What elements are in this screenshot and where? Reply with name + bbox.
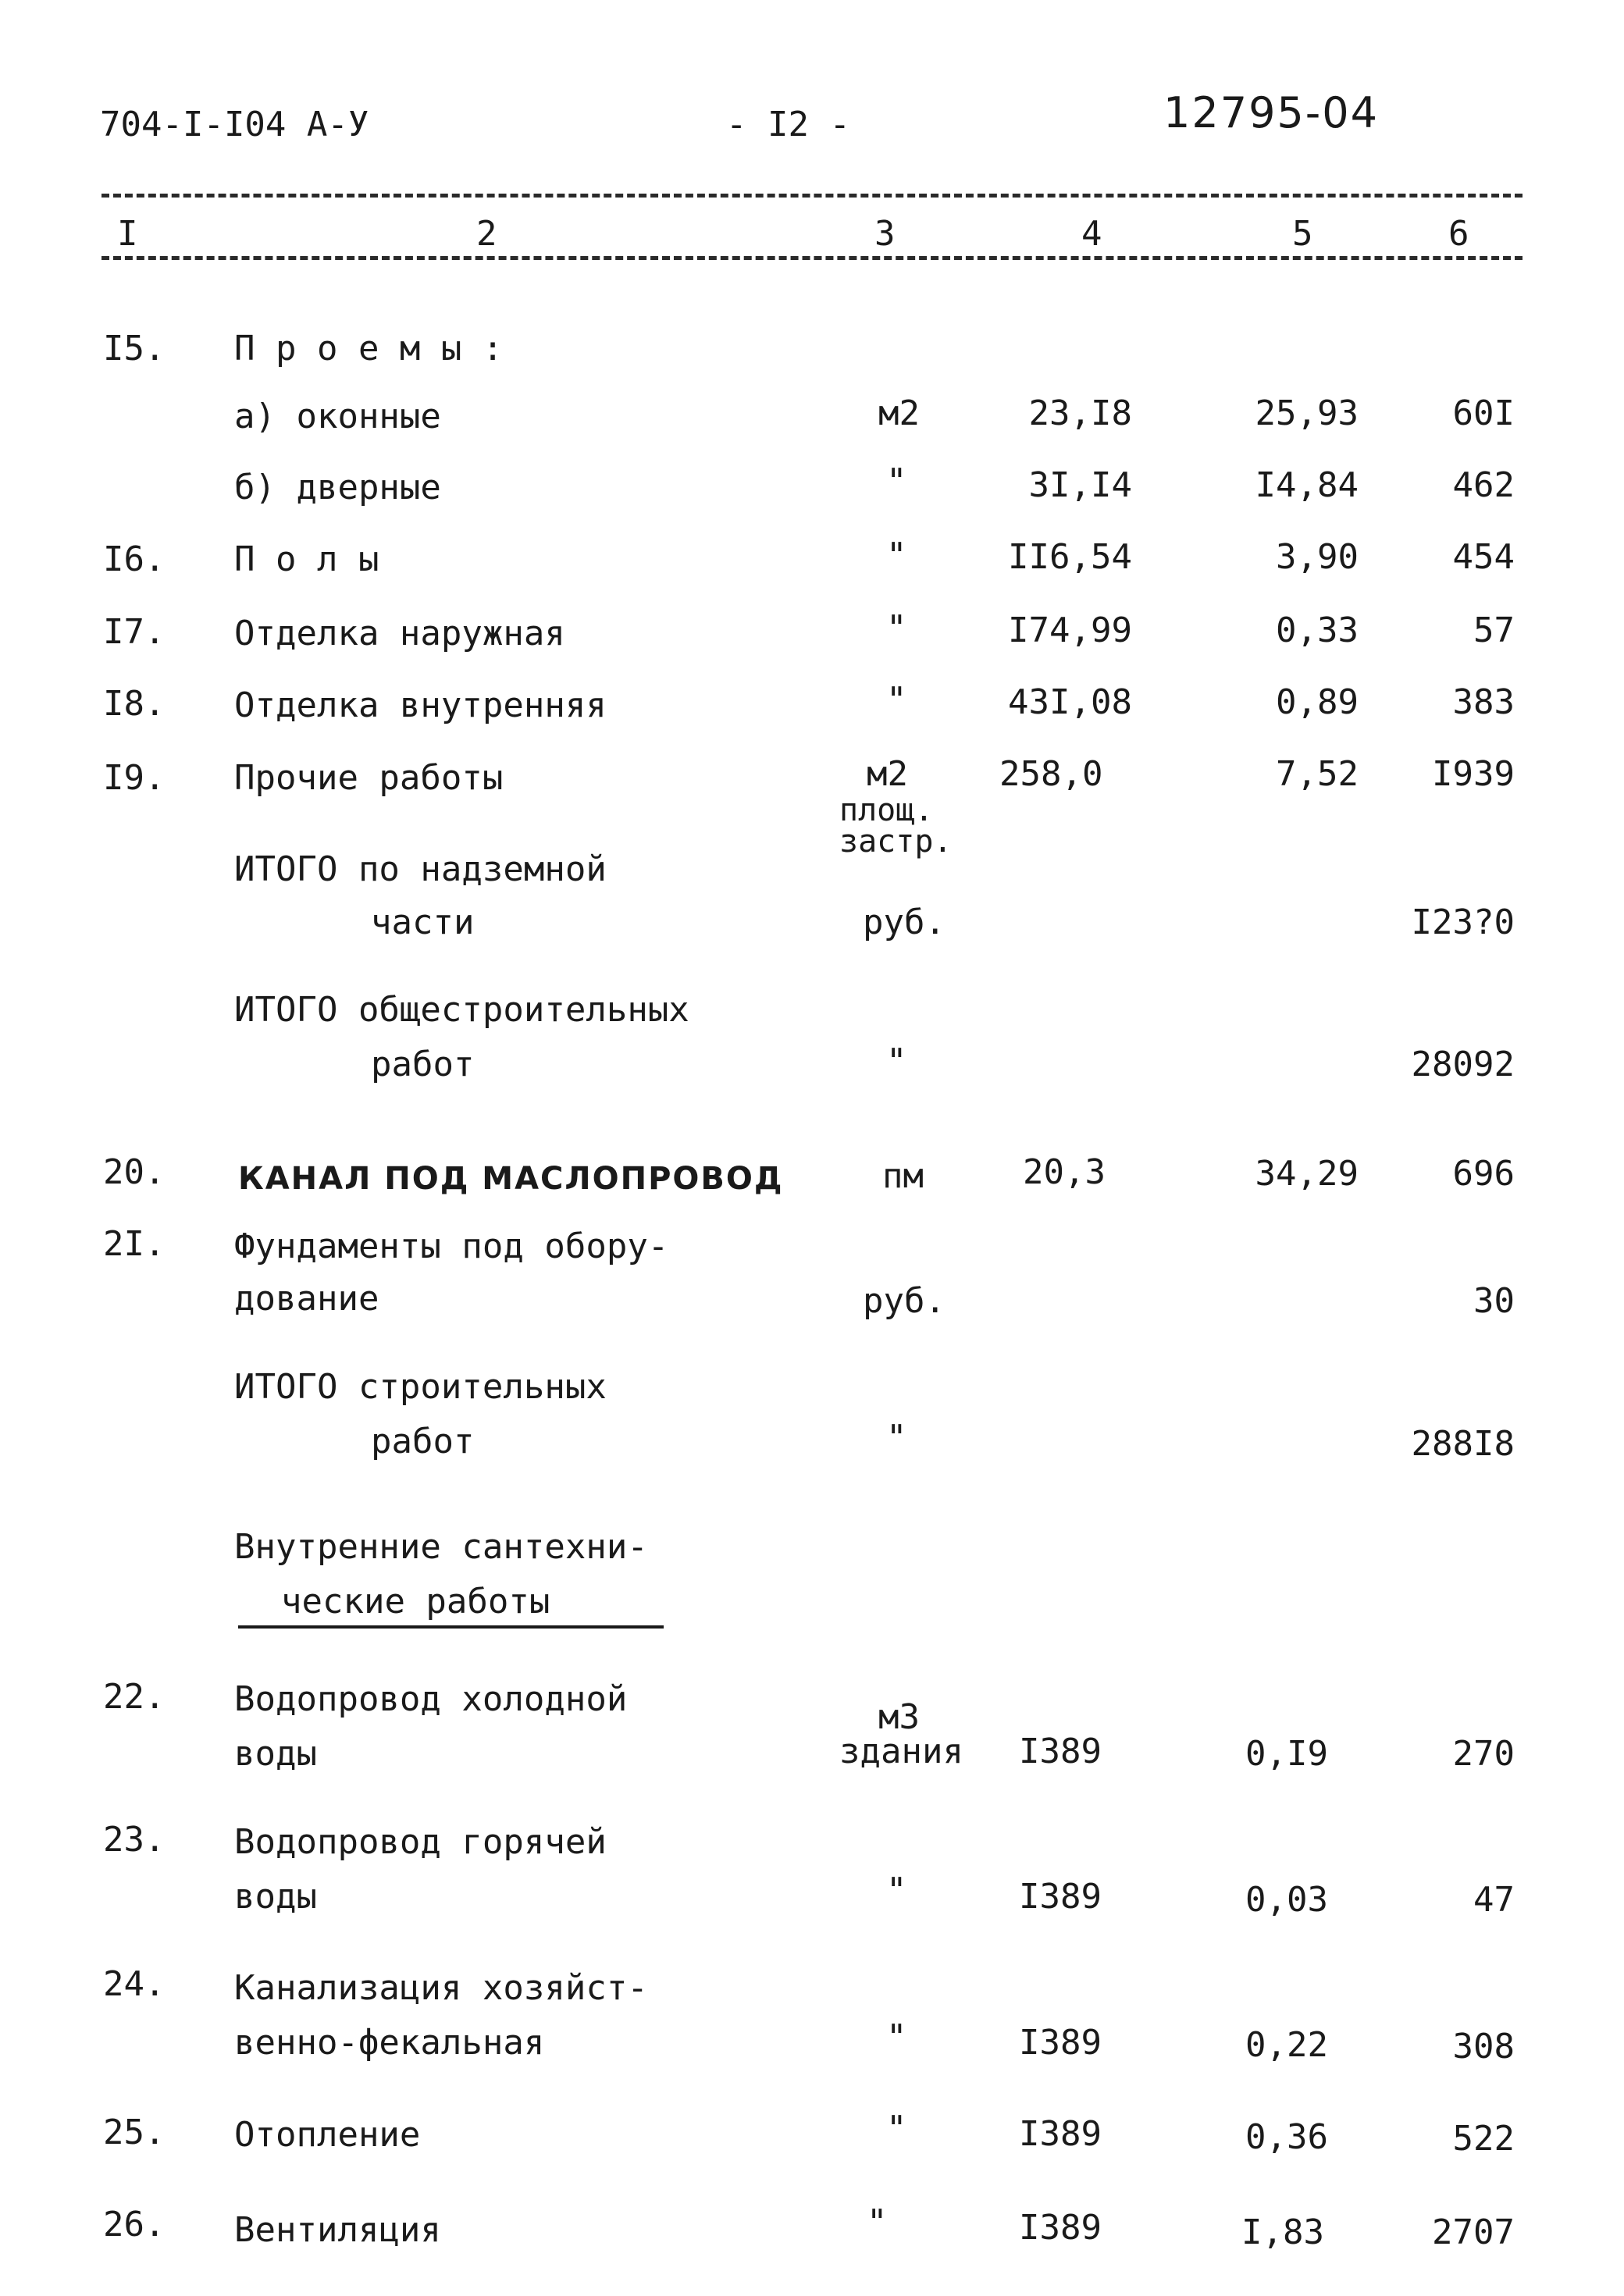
subtotal-total: 28092 <box>1411 1045 1515 1084</box>
row-qty: I389 <box>1019 2208 1102 2248</box>
row-number: 22. <box>103 1677 166 1717</box>
row-number: 25. <box>103 2113 166 2152</box>
header-rule-bottom <box>102 256 1522 260</box>
row-price: 0,03 <box>1245 1880 1328 1920</box>
row-name-cont: воды <box>234 1877 317 1917</box>
subtotal-label-cont: работ <box>371 1045 475 1084</box>
row-price: 3,90 <box>1276 537 1359 577</box>
row-total: 454 <box>1452 537 1515 577</box>
row-number: I6. <box>103 539 166 579</box>
column-header-6: 6 <box>1448 214 1469 254</box>
row-unit: " <box>886 680 907 720</box>
row-total: 2707 <box>1432 2212 1515 2252</box>
row-price: 0,89 <box>1276 682 1359 722</box>
row-number: I9. <box>103 758 166 798</box>
unit-note-line2: застр. <box>839 824 953 860</box>
row-qty: 23,I8 <box>1028 393 1132 433</box>
column-header-5: 5 <box>1292 214 1313 254</box>
row-name: Отделка наружная <box>234 614 565 653</box>
row-unit: " <box>886 2109 907 2148</box>
row-unit: м2 <box>867 754 908 794</box>
row-name-cont: венно-фекальная <box>234 2023 545 2063</box>
row-price: 0,I9 <box>1245 1734 1328 1774</box>
row-price: 0,22 <box>1245 2025 1328 2065</box>
row-total: 462 <box>1452 465 1515 505</box>
row-number: 2I. <box>103 1224 166 1264</box>
row-name: КАНАЛ ПОД МАСЛОПРОВОД <box>238 1161 784 1197</box>
row-price: 7,52 <box>1276 754 1359 794</box>
row-qty: I389 <box>1019 2023 1102 2063</box>
subtotal-label: ИТОГО строительных <box>234 1367 607 1407</box>
row-total: I939 <box>1432 754 1515 794</box>
row-name: Фундаменты под обору- <box>234 1226 669 1266</box>
section-heading: Внутренние сантехни- <box>234 1527 648 1567</box>
row-name: Водопровод холодной <box>234 1679 628 1719</box>
row-number: I8. <box>103 684 166 724</box>
row-name-cont: дование <box>234 1279 379 1319</box>
row-unit: " <box>886 2017 907 2057</box>
subtotal-total: I23?0 <box>1411 902 1515 942</box>
column-header-3: 3 <box>874 214 896 254</box>
row-qty: I389 <box>1019 2114 1102 2154</box>
archive-number: 12795-04 <box>1163 88 1379 137</box>
row-price: 0,36 <box>1245 2117 1328 2157</box>
row-name: б) дверные <box>234 468 441 507</box>
row-price: 0,33 <box>1276 610 1359 650</box>
subtotal-label-cont: работ <box>371 1422 475 1461</box>
row-name: П р о е м ы : <box>234 329 504 368</box>
row-name: Отделка внутренняя <box>234 685 607 725</box>
subtotal-label: ИТОГО по надземной <box>234 849 607 889</box>
row-qty: I389 <box>1019 1732 1102 1771</box>
row-number: 23. <box>103 1820 166 1860</box>
row-unit-top: м3 <box>878 1697 920 1737</box>
row-unit: руб. <box>863 1281 946 1321</box>
doc-code: 704-I-I04 А-У <box>100 105 369 144</box>
row-unit: пм <box>882 1156 924 1196</box>
subtotal-unit: " <box>886 1418 907 1458</box>
row-name: Вентиляция <box>234 2210 441 2250</box>
section-heading-underline <box>238 1625 664 1629</box>
row-price: I4,84 <box>1255 465 1359 505</box>
unit-note-line1: площ. <box>839 792 934 828</box>
page-number: - I2 - <box>726 105 850 144</box>
row-total: 30 <box>1473 1281 1515 1321</box>
subtotal-total: 288I8 <box>1411 1424 1515 1464</box>
row-qty: 43I,08 <box>1008 682 1132 722</box>
subtotal-unit: руб. <box>863 902 946 942</box>
row-name: Отопление <box>234 2115 421 2155</box>
row-total: 57 <box>1473 610 1515 650</box>
row-unit: " <box>886 536 907 575</box>
row-number: I5. <box>103 329 166 368</box>
subtotal-unit: " <box>886 1041 907 1081</box>
subtotal-label-cont: части <box>371 902 475 942</box>
row-qty: 20,3 <box>1023 1152 1106 1192</box>
subtotal-label: ИТОГО общестроительных <box>234 990 689 1030</box>
row-name: Водопровод горячей <box>234 1822 607 1862</box>
row-qty: I389 <box>1019 1877 1102 1917</box>
row-unit-bottom: здания <box>839 1732 963 1771</box>
row-total: 270 <box>1452 1734 1515 1774</box>
section-heading-cont: ческие работы <box>281 1582 550 1621</box>
row-name: а) оконные <box>234 397 441 436</box>
row-qty: 258,0 <box>999 754 1103 794</box>
row-price: 34,29 <box>1255 1154 1359 1194</box>
row-name: Прочие работы <box>234 758 504 798</box>
row-total: 60I <box>1452 393 1515 433</box>
row-total: 47 <box>1473 1880 1515 1920</box>
row-unit: м2 <box>878 393 920 433</box>
row-number: I7. <box>103 612 166 652</box>
row-price: 25,93 <box>1255 393 1359 433</box>
row-price: I,83 <box>1241 2212 1324 2252</box>
row-qty: I74,99 <box>1008 610 1132 650</box>
row-total: 383 <box>1452 682 1515 722</box>
row-name-cont: воды <box>234 1734 317 1774</box>
row-number: 24. <box>103 1964 166 2004</box>
column-header-4: 4 <box>1081 214 1102 254</box>
row-unit: " <box>867 2202 888 2242</box>
row-number: 26. <box>103 2205 166 2244</box>
row-name: П о л ы <box>234 539 379 579</box>
row-name: Канализация хозяйст- <box>234 1968 648 2008</box>
column-header-2: 2 <box>476 214 497 254</box>
row-number: 20. <box>103 1152 166 1192</box>
row-total: 696 <box>1452 1154 1515 1194</box>
row-unit: " <box>886 461 907 501</box>
column-header-1: I <box>117 214 138 254</box>
row-total: 522 <box>1452 2119 1515 2159</box>
row-unit: " <box>886 608 907 648</box>
row-total: 308 <box>1452 2027 1515 2066</box>
row-qty: 3I,I4 <box>1028 465 1132 505</box>
row-unit: " <box>886 1871 907 1910</box>
header-rule-top <box>102 194 1522 198</box>
row-qty: II6,54 <box>1008 537 1132 577</box>
